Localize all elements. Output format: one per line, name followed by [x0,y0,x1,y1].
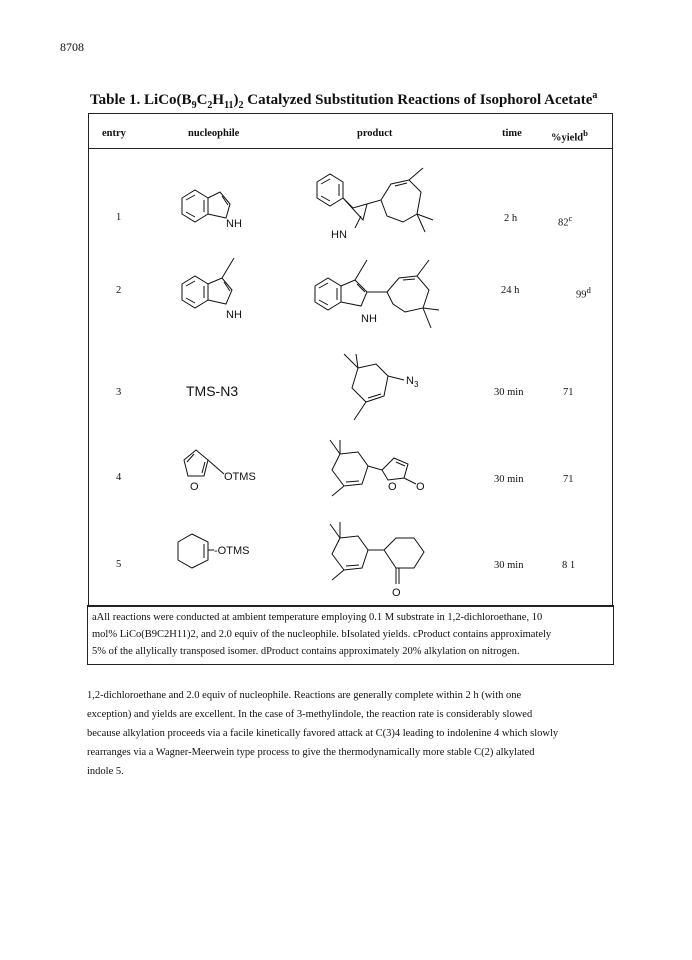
nucleophile-tms-azide: TMS-N3 [186,383,239,399]
reaction-time: 30 min [494,560,524,571]
silyl-enol-ether-structure [170,530,280,580]
reaction-yield: 8 1 [562,560,576,571]
azide-label: $N_3$ [406,375,419,389]
header-rule [88,148,612,149]
product-structure-3 [340,350,460,430]
entry-number: 2 [116,285,122,296]
nh-label: NH [361,313,377,325]
body-text-line: because alkylation proceeds via a facile kinetically favored attack at C(3)4 leading to indolenine 4 which slowly [87,728,559,739]
o-label: O [190,481,199,493]
reaction-time: 2 h [504,213,518,224]
header-yield: %yield$^b$ [551,128,588,144]
product-structure-5 [320,518,450,608]
o-label: O [392,587,401,599]
nh-label: NH [226,309,242,321]
page-number: 8708 [60,40,84,54]
entry-number: 1 [116,212,122,223]
header-entry: entry [102,128,126,139]
product-structure-2 [311,250,471,340]
body-text-line: indole 5. [87,766,124,777]
footnote-line: 5% of the allylically transposed isomer. dProduct contains approximately 20% alkylation on nitrogen. [92,646,520,657]
otms-label: -OTMS [214,545,250,557]
reaction-time: 30 min [494,474,524,485]
reaction-yield: 99$^d$ [576,285,591,301]
silyloxyfuran-nucleophile-structure [172,444,272,499]
methylindole-nucleophile-structure [182,254,262,324]
body-text-line: exception) and yields are excellent. In the case of 3-methylindole, the reaction rate is considerably slowed [87,709,533,720]
header-time: time [502,128,522,139]
header-nucleophile: nucleophile [188,128,240,139]
header-product: product [357,128,393,139]
entry-number: 5 [116,559,122,570]
body-text-line: rearranges via a Wagner-Meerwein type process to give the thermodynamically more stable C(2) alkylated [87,747,535,758]
entry-number: 3 [116,387,122,398]
entry-number: 4 [116,472,122,483]
otms-label: OTMS [224,471,256,483]
hn-label: HN [331,229,347,241]
o-label: O [388,481,397,493]
indole-nucleophile-structure [182,186,262,236]
body-text-line: 1,2-dichloroethane and 2.0 equiv of nucleophile. Reactions are generally complete within 2 h (with one [87,690,522,701]
reaction-time: 30 min [494,387,524,398]
product-structure-1 [311,170,451,260]
nh-label: NH [226,218,242,230]
reaction-yield: 71 [563,474,574,485]
footnote-line: mol% LiCo(B9C2H11)2, and 2.0 equiv of the nucleophile. bIsolated yields. cProduct contains approximately [92,629,552,640]
reaction-yield: 82$^c$ [558,213,573,229]
reaction-yield: 71 [563,387,574,398]
footnote-line: aAll reactions were conducted at ambient temperature employing 0.1 M substrate in 1,2-dichloroethane, 10 [92,612,543,623]
reaction-time: 24 h [501,285,520,296]
product-structure-4 [320,434,450,504]
table-title: Table 1. $LiCo(B_9C_2H_{11})_2$ Catalyzed Substitution Reactions of Isophorol Acetate$^a$ [90,90,598,111]
o-label: O [416,481,425,493]
